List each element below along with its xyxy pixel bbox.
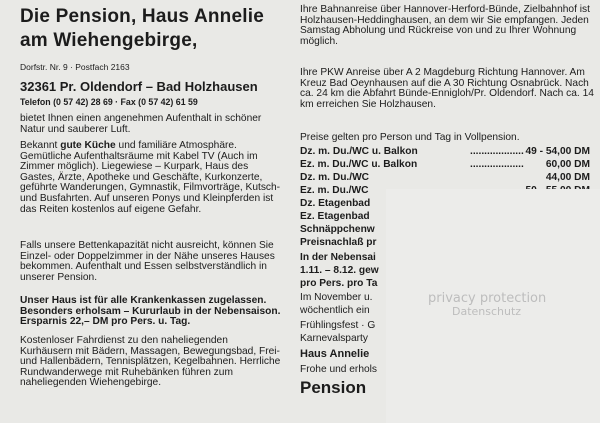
prices-note: Preise gelten pro Person und Tag in Vollpension. xyxy=(300,132,520,143)
kitchen-post: und familiäre Atmosphäre. Gemütliche Aufenthaltsräume mit Kabel TV (Auch im Zimmer möglich). Liegewiese – Kurpark, Haus des Gastes, Ärzte, Apotheke und Geschäfte, Kurkonzerte, geführte Wanderungen, Gymnastik, Filmvorträge, Kutsch- und Busfahrten. Auf unseren Ponys und Kleinpferden ist das Reiten kostenlos auf eigene Gefahr. xyxy=(20,140,281,215)
price-label: Ez. m. Du./WC xyxy=(300,185,369,196)
cut-line: Preisnachlaß pr xyxy=(300,237,377,248)
cut-line: Haus Annelie xyxy=(300,348,370,360)
price-dots: ................... xyxy=(470,159,524,170)
cut-line: pro Pers. pro Ta xyxy=(300,278,378,289)
privacy-watermark-sub: Datenschutz xyxy=(452,305,522,318)
cut-line: Dz. Etagenbad xyxy=(300,198,371,209)
price-value: 44,00 DM xyxy=(545,172,590,183)
cut-line: Ez. Etagenbad xyxy=(300,211,370,222)
intro-paragraph: bietet Ihnen einen angenehmen Aufenthalt in schöner Natur und sauberer Luft. xyxy=(20,113,262,135)
price-row xyxy=(300,159,590,170)
car-paragraph: Ihre PKW Anreise über A 2 Magdeburg Richtung Hannover. Am Kreuz Bad Oeynhausen auf die A 30 Richtung Osnabrück. Nach ca. 24 km die Abfahrt Bünde-Ennigloh/Pr. Oldendorf. Nach ca. 14 km erreichen Sie Holzhausen. xyxy=(300,67,594,110)
kitchen-paragraph xyxy=(20,141,282,215)
phone-fax: Telefon (0 57 42) 28 69 · Fax (0 57 42) 61 59 xyxy=(20,97,198,107)
pension-heading: Pension xyxy=(300,378,367,397)
price-value: 60,00 DM xyxy=(545,159,590,170)
price-label: Ez. m. Du./WC u. Balkon xyxy=(300,159,418,170)
kassen-paragraph: Unser Haus ist für alle Krankenkassen zugelassen. Besonders erholsam – Kururlaub in der Nebensaison. Ersparnis 22,– DM pro Pers. u. Tag. xyxy=(20,295,281,328)
price-label: Dz. m. Du./WC u. Balkon xyxy=(300,146,418,157)
price-dots: ................... xyxy=(470,146,524,157)
price-row xyxy=(300,146,590,157)
price-row xyxy=(300,172,590,183)
privacy-watermark: privacy protection xyxy=(428,291,547,306)
rail-paragraph: Ihre Bahnanreise über Hannover-Herford-Bünde, Zielbahnhof ist Holzhausen-Heddinghausen, an dem wir Sie empfangen. Jeden Samstag Abholung und Rückreise von und zu Ihrer Wohnung möglich. xyxy=(300,4,590,47)
title-line-1: Die Pension, Haus Annelie xyxy=(20,6,264,27)
price-label: Dz. m. Du./WC xyxy=(300,172,370,183)
kitchen-bold: gute Küche xyxy=(60,140,116,151)
cut-line: In der Nebensai xyxy=(300,252,376,263)
title-line-2: am Wiehengebirge, xyxy=(20,30,198,51)
cut-line: Im November u. xyxy=(300,292,373,303)
cut-line: Schnäppchenw xyxy=(300,224,375,235)
city-line: 32361 Pr. Oldendorf – Bad Holzhausen xyxy=(20,79,258,94)
capacity-paragraph: Falls unsere Bettenkapazität nicht ausreicht, können Sie Einzel- oder Doppelzimmer in der Nähe unseres Hauses bekommen. Aufenthalt und Essen selbstverständlich in unserer Pension. xyxy=(20,240,275,283)
address: Dorfstr. Nr. 9 · Postfach 2163 xyxy=(20,62,130,72)
cut-line: 1.11. – 8.12. gew xyxy=(300,265,379,276)
cut-line: Frohe und erhols xyxy=(300,364,378,375)
transfer-paragraph: Kostenloser Fahrdienst zu den naheliegenden Kurhäusern mit Bädern, Massagen, Bewegungsbad, Frei- und Hallenbädern, Tennisplätzen, Kegelbahnen. Herrliche Rundwanderwege mit Ruhebänken führen zum naheliegenden Wiehengebirge. xyxy=(20,335,281,389)
kitchen-pre: Bekannt xyxy=(20,140,61,151)
cut-line: wöchentlich ein xyxy=(300,305,370,316)
cut-line: Frühlingsfest · G xyxy=(300,320,376,331)
cut-line: Karnevalsparty xyxy=(300,333,368,344)
price-value: 49 - 54,00 DM xyxy=(525,146,590,157)
